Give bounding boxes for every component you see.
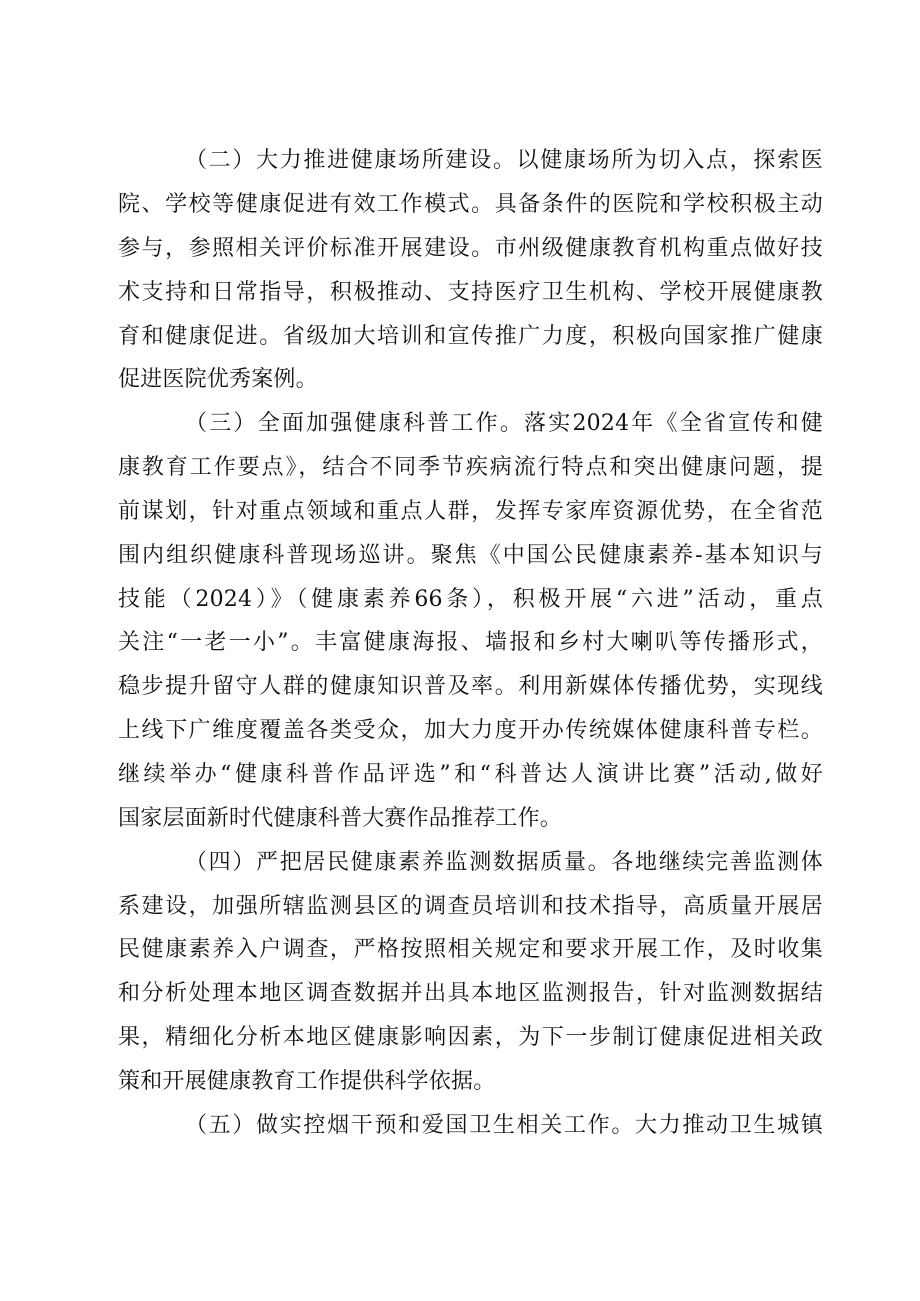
text-line: 上线下广维度覆盖各类受众，加大力度开办传统媒体健康科普专栏。 <box>118 718 823 743</box>
text-line: 技能（2024）》（健康素养66条），积极开展“六进”活动，重点 <box>118 587 823 612</box>
text-line: 关注“一老一小”。丰富健康海报、墙报和乡村大喇叭等传播形式， <box>118 630 823 655</box>
text-line: 策和开展健康教育工作提供科学依据。 <box>118 1069 496 1094</box>
text-line: 继续举办“健康科普作品评选”和“科普达人演讲比赛”活动,做好 <box>118 762 823 787</box>
text-line: 参与，参照相关评价标准开展建设。市州级健康教育机构重点做好技 <box>118 236 823 261</box>
text-line: 育和健康促进。省级加大培训和宣传推广力度，积极向国家推广健康 <box>118 324 823 349</box>
text-line: 系建设，加强所辖监测县区的调查员培训和技术指导，高质量开展居 <box>118 894 823 919</box>
text-line: （二）大力推进健康场所建设。以健康场所为切入点，探索医 <box>185 148 823 173</box>
text-line: 稳步提升留守人群的健康知识普及率。利用新媒体传播优势，实现线 <box>118 674 823 699</box>
text-line: 院、学校等健康促进有效工作模式。具备条件的医院和学校积极主动 <box>118 192 823 217</box>
text-line: （四）严把居民健康素养监测数据质量。各地继续完善监测体 <box>185 850 823 875</box>
text-line: 围内组织健康科普现场巡讲。聚焦《中国公民健康素养-基本知识与 <box>118 543 823 568</box>
text-line: 康教育工作要点》，结合不同季节疾病流行特点和突出健康问题，提 <box>118 455 823 480</box>
text-line: 促进医院优秀案例。 <box>118 367 318 392</box>
text-line: （五）做实控烟干预和爱国卫生相关工作。大力推动卫生城镇 <box>185 1113 823 1138</box>
text-line: 和分析处理本地区调查数据并出具本地区监测报告，针对监测数据结 <box>118 981 823 1006</box>
text-line: 术支持和日常指导，积极推动、支持医疗卫生机构、学校开展健康教 <box>118 280 823 305</box>
text-line: （三）全面加强健康科普工作。落实2024年《全省宣传和健 <box>185 411 823 436</box>
text-line: 前谋划，针对重点领域和重点人群，发挥专家库资源优势，在全省范 <box>118 499 823 524</box>
text-line: 民健康素养入户调查，严格按照相关规定和要求开展工作，及时收集 <box>118 937 823 962</box>
text-line: 果，精细化分析本地区健康影响因素，为下一步制订健康促进相关政 <box>118 1025 823 1050</box>
text-line: 国家层面新时代健康科普大赛作品推荐工作。 <box>118 806 563 831</box>
